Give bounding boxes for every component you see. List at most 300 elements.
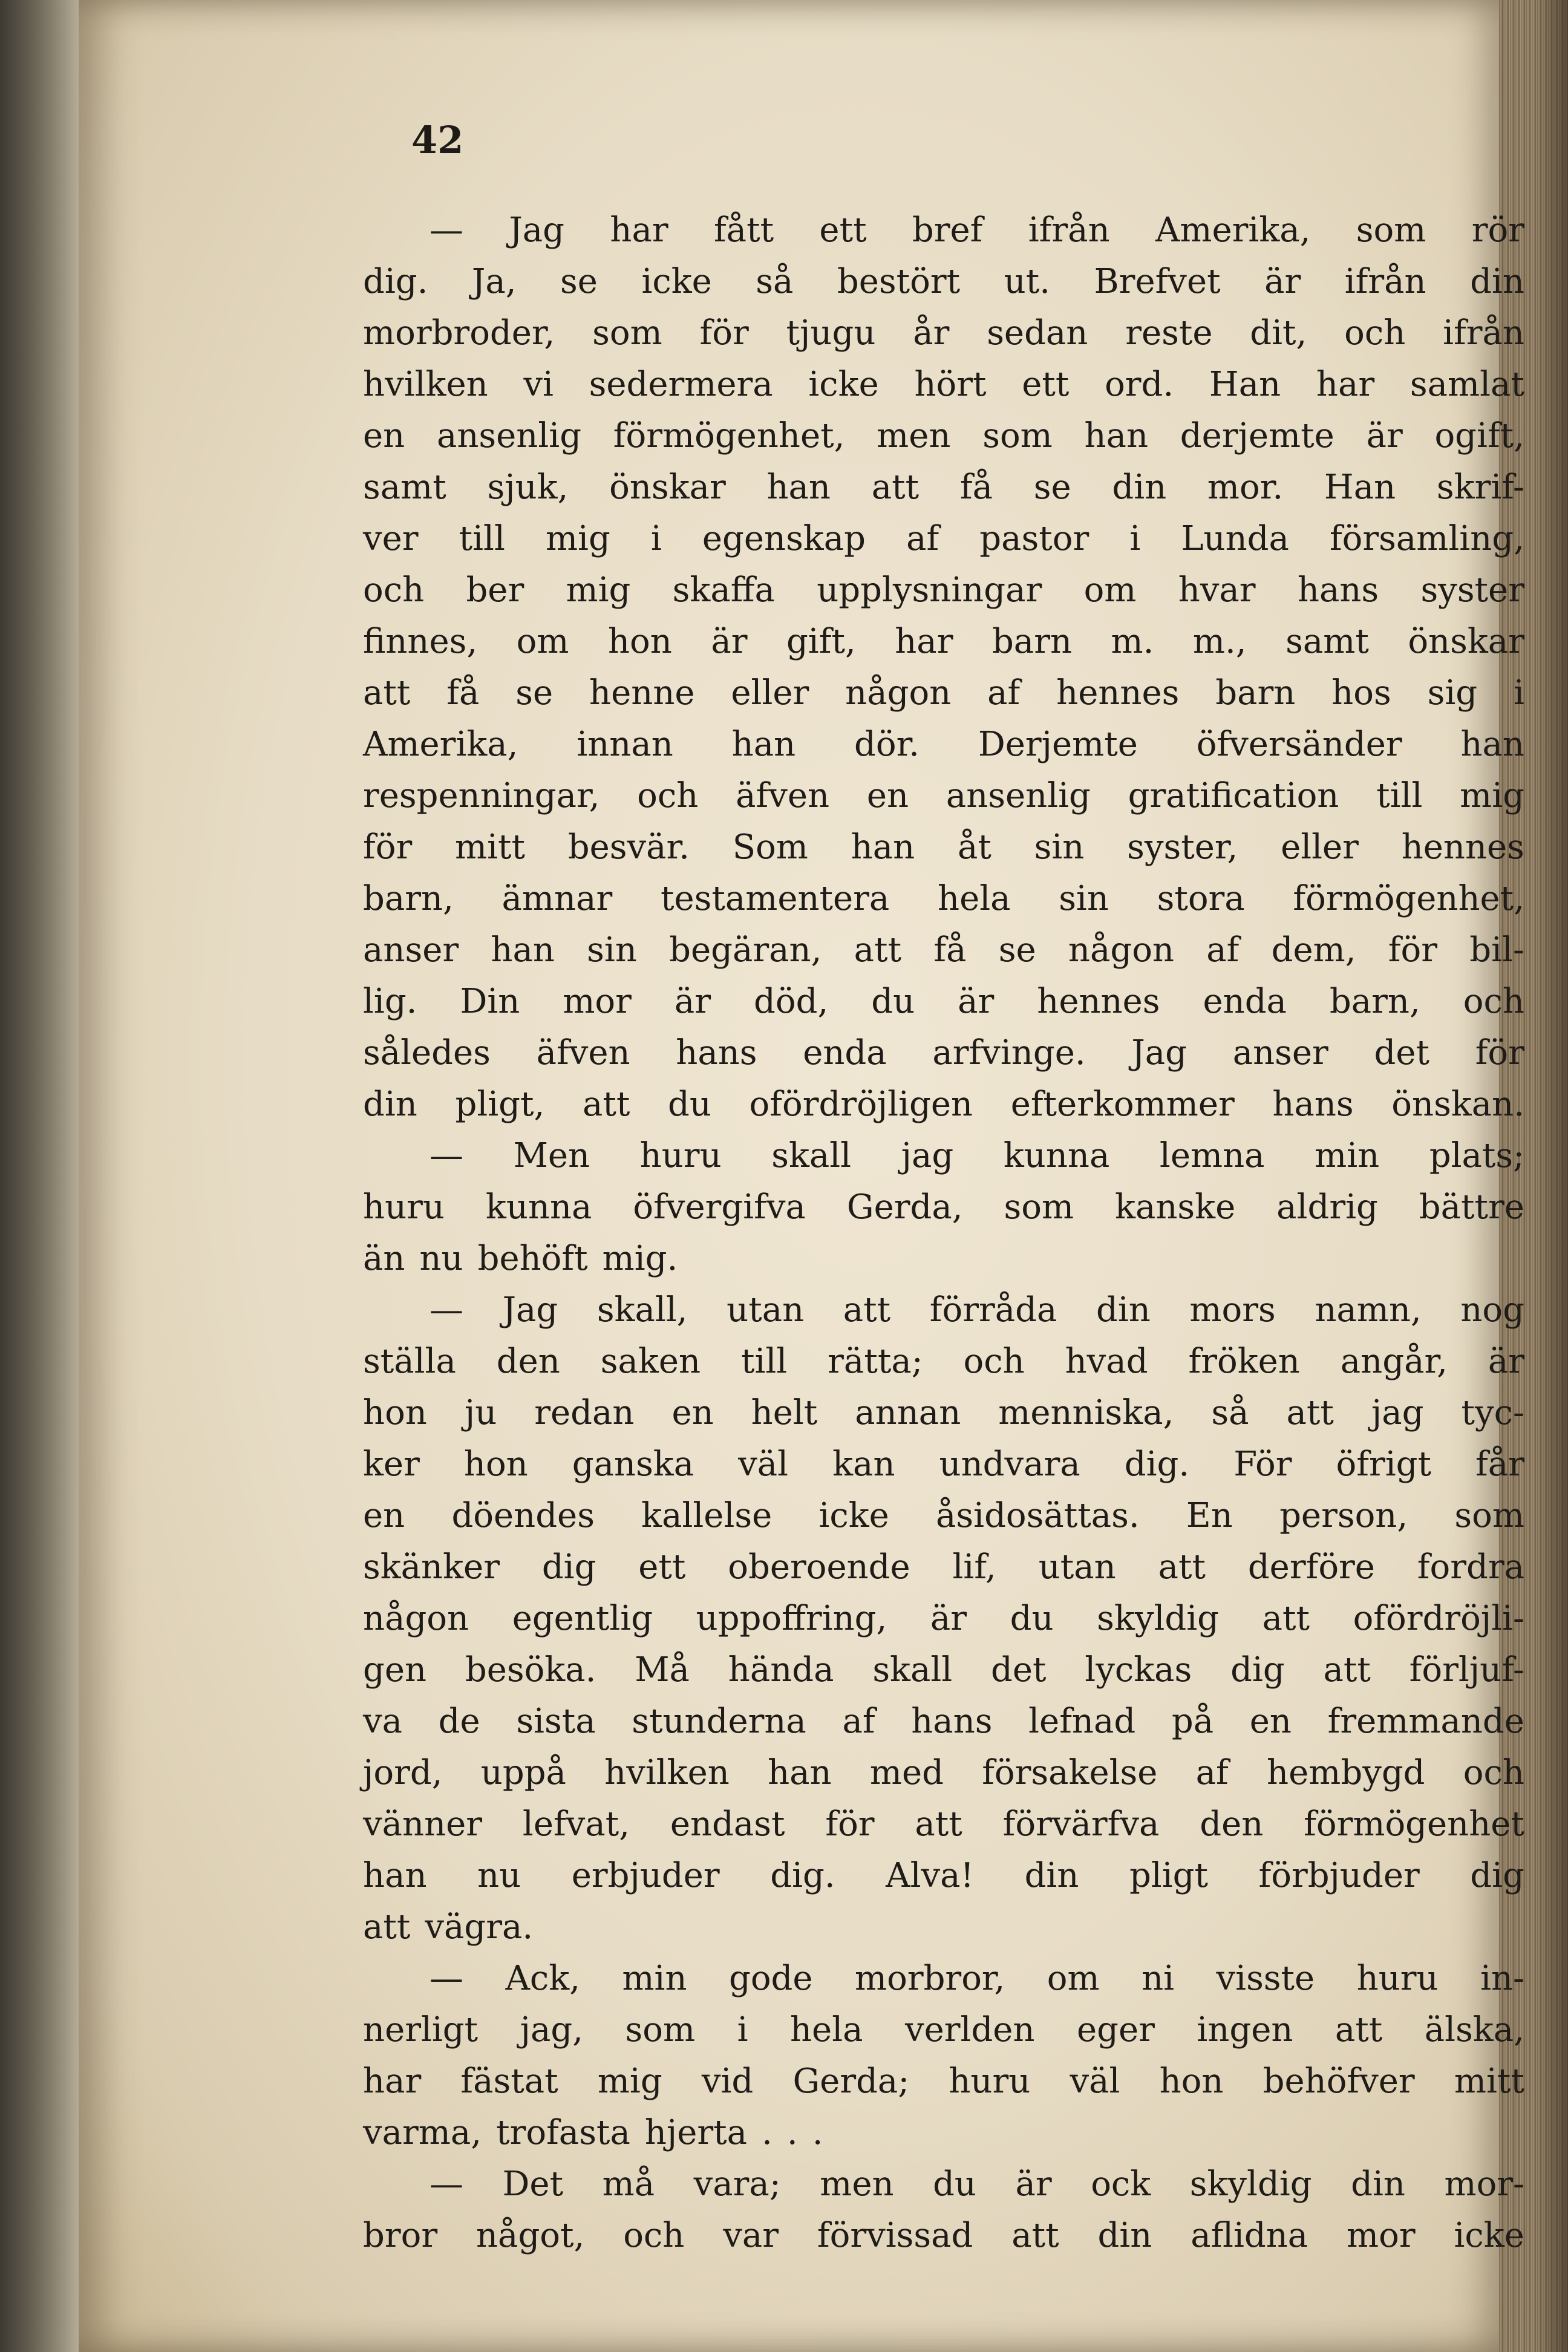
word: som xyxy=(1004,1187,1074,1227)
word: pastor xyxy=(979,519,1089,558)
word: önskar xyxy=(1408,622,1524,661)
word: förmögenhet, xyxy=(1293,879,1524,918)
word: bil- xyxy=(1469,930,1524,970)
word: har xyxy=(610,211,668,250)
word: barn, xyxy=(363,879,454,918)
word: äfven xyxy=(536,1033,630,1073)
text-line xyxy=(363,1284,1524,1336)
word: reste xyxy=(1125,313,1213,353)
word: den xyxy=(1200,1805,1264,1844)
word: må xyxy=(602,2164,655,2204)
word: få xyxy=(959,468,993,507)
body-text xyxy=(363,204,1524,2261)
word: . xyxy=(812,2113,823,2152)
word: En xyxy=(1186,1496,1233,1535)
word: enda xyxy=(1203,982,1287,1021)
word: och xyxy=(637,776,699,815)
word: respenningar, xyxy=(363,776,600,815)
word: din xyxy=(363,1085,417,1124)
word: har xyxy=(363,2062,422,2101)
text-line xyxy=(363,2107,1524,2158)
word: eller xyxy=(731,673,809,713)
word: ganska xyxy=(572,1445,694,1484)
word: om xyxy=(1047,1959,1100,1998)
word: begäran, xyxy=(669,930,822,970)
word: ansenlig xyxy=(946,776,1091,815)
word: vi xyxy=(523,365,554,404)
word: ett xyxy=(819,211,867,250)
word: han xyxy=(766,468,831,507)
word: se xyxy=(1033,468,1071,507)
word: min xyxy=(622,1959,687,1998)
word: hennes xyxy=(1037,982,1160,1021)
word: dig. xyxy=(363,262,428,301)
word: är xyxy=(958,982,995,1021)
word: din xyxy=(1024,1856,1079,1895)
word: vänner xyxy=(363,1805,483,1844)
word: uppå xyxy=(480,1753,566,1792)
text-line xyxy=(363,2004,1524,2056)
word: m. xyxy=(1111,622,1154,661)
word: att xyxy=(363,1907,411,1947)
word: sig xyxy=(1427,673,1478,713)
word: huru xyxy=(949,2062,1031,2101)
word: skyldig xyxy=(1189,2164,1312,2204)
word: hon xyxy=(363,1393,427,1432)
text-line xyxy=(363,564,1524,616)
word: ställa xyxy=(363,1342,456,1381)
text-line xyxy=(363,1747,1524,1798)
word: va xyxy=(363,1702,403,1741)
word: Ack, xyxy=(505,1959,580,1998)
word: till xyxy=(459,519,505,558)
word: hon xyxy=(1159,2062,1224,2101)
word: morbror, xyxy=(855,1959,1005,1998)
word: huru xyxy=(639,1136,722,1175)
word: kallelse xyxy=(641,1496,773,1535)
word: förbjuder xyxy=(1258,1856,1420,1895)
word: och xyxy=(623,2216,685,2255)
word: . xyxy=(762,2113,773,2152)
word: ju xyxy=(464,1393,497,1432)
word: sedan xyxy=(987,313,1088,353)
word: till xyxy=(740,1342,788,1381)
word: huru xyxy=(1356,1959,1439,1998)
text-line xyxy=(363,204,1524,256)
word: han xyxy=(491,930,555,970)
word: hembygd xyxy=(1267,1753,1425,1792)
word: rätta; xyxy=(828,1342,923,1381)
text-line xyxy=(363,1696,1524,1747)
text-line xyxy=(363,307,1524,359)
word: fästat xyxy=(460,2062,558,2101)
word: således xyxy=(363,1033,491,1073)
word: vara; xyxy=(693,2164,781,2204)
word: icke xyxy=(1454,2216,1524,2255)
word: dig xyxy=(541,1547,596,1587)
word: en xyxy=(1249,1702,1292,1741)
word: i xyxy=(1129,519,1141,558)
word: fremmande xyxy=(1327,1702,1524,1741)
word: Gerda, xyxy=(846,1187,963,1227)
word: samlat xyxy=(1410,365,1524,404)
word: hans xyxy=(911,1702,993,1741)
word: en xyxy=(363,1496,405,1535)
text-line xyxy=(363,2056,1524,2107)
text-line xyxy=(363,770,1524,822)
word: icke xyxy=(808,365,879,404)
word: dem, xyxy=(1271,930,1356,970)
word: sedermera xyxy=(589,365,773,404)
word: skrif- xyxy=(1436,468,1524,507)
word: in- xyxy=(1480,1959,1524,1998)
word: Jag xyxy=(1131,1033,1187,1073)
word: Amerika, xyxy=(363,725,518,764)
page-number: 42 xyxy=(411,118,464,162)
word: testamentera xyxy=(660,879,890,918)
word: mor xyxy=(563,982,632,1021)
word: aldrig xyxy=(1276,1187,1378,1227)
word: dör. xyxy=(854,725,920,764)
word: jag xyxy=(901,1136,954,1175)
text-line xyxy=(363,2210,1524,2261)
word: nog xyxy=(1460,1290,1524,1330)
word: stunderna xyxy=(632,1702,806,1741)
word: menniska, xyxy=(998,1393,1174,1432)
word: så xyxy=(756,262,794,301)
text-line xyxy=(363,410,1524,462)
word: hennes xyxy=(1056,673,1180,713)
word: förmögenhet xyxy=(1304,1805,1524,1844)
word: verlden xyxy=(904,2010,1035,2050)
word: hon xyxy=(607,622,672,661)
word: finnes, xyxy=(363,622,478,661)
word: förråda xyxy=(929,1290,1057,1330)
word: försakelse xyxy=(982,1753,1158,1792)
word: bror xyxy=(363,2216,438,2255)
word: han xyxy=(768,1753,832,1792)
word: en xyxy=(866,776,909,815)
word: stora xyxy=(1157,879,1245,918)
word: skaffa xyxy=(672,570,775,610)
word: älska, xyxy=(1424,2010,1524,2050)
word: mig xyxy=(545,519,610,558)
word: att xyxy=(1334,2010,1383,2050)
word: ker xyxy=(363,1445,420,1484)
word: m., xyxy=(1192,622,1247,661)
word: dig. xyxy=(1124,1445,1190,1484)
word: af xyxy=(987,673,1021,713)
word: äfven xyxy=(736,776,830,815)
word: du xyxy=(667,1085,711,1124)
word: mor- xyxy=(1444,2164,1524,2204)
word: förvissad xyxy=(817,2216,973,2255)
word: och xyxy=(1463,982,1524,1021)
word: af xyxy=(1195,1753,1229,1792)
word: lig. xyxy=(363,982,417,1021)
word: ofördröjligen xyxy=(749,1085,973,1124)
text-line xyxy=(363,719,1524,770)
word: Brefvet xyxy=(1094,262,1221,301)
word: utan xyxy=(1038,1547,1116,1587)
word: barn, xyxy=(1329,982,1420,1021)
word: din xyxy=(1351,2164,1405,2204)
word: hvilken xyxy=(604,1753,730,1792)
word: jag, xyxy=(520,2010,584,2050)
word: år xyxy=(913,313,950,353)
word: pligt, xyxy=(455,1085,545,1124)
word: det xyxy=(991,1650,1047,1690)
word: ver xyxy=(363,519,419,558)
word: — xyxy=(430,1136,463,1175)
word: se xyxy=(560,262,598,301)
word: mor xyxy=(1347,2216,1416,2255)
word: eger xyxy=(1076,2010,1155,2050)
word: kunna xyxy=(485,1187,592,1227)
word: få xyxy=(446,673,480,713)
word: förvärfva xyxy=(1002,1805,1160,1844)
word: en xyxy=(363,416,405,456)
word: öfrigt xyxy=(1336,1445,1431,1484)
word: Men xyxy=(513,1136,590,1175)
word: han xyxy=(731,725,796,764)
word: — xyxy=(430,211,463,250)
word: annan xyxy=(855,1393,961,1432)
word: att xyxy=(915,1805,962,1844)
word: får xyxy=(1475,1445,1524,1484)
text-line xyxy=(363,359,1524,410)
word: samt xyxy=(363,468,446,507)
word: lefvat, xyxy=(522,1805,630,1844)
word: dig xyxy=(1470,1856,1524,1895)
word: undvara xyxy=(939,1445,1080,1484)
text-line xyxy=(363,1439,1524,1490)
word: angår, xyxy=(1340,1342,1448,1381)
word: hos xyxy=(1331,673,1391,713)
word: besöka. xyxy=(465,1650,596,1690)
word: ord. xyxy=(1105,365,1174,404)
word: vägra. xyxy=(425,1907,534,1947)
word: egenskap xyxy=(702,519,866,558)
word: vid xyxy=(701,2062,754,2101)
word: i xyxy=(737,2010,748,2050)
word: ni xyxy=(1142,1959,1175,1998)
word: redan xyxy=(534,1393,635,1432)
word: så xyxy=(1211,1393,1249,1432)
word: icke xyxy=(818,1496,889,1535)
word: utan xyxy=(727,1290,805,1330)
word: se xyxy=(998,930,1036,970)
word: han xyxy=(1460,725,1524,764)
word: att xyxy=(1262,1599,1310,1638)
word: än xyxy=(363,1239,405,1278)
word: gratification xyxy=(1128,776,1339,815)
word: skyldig xyxy=(1097,1599,1219,1638)
word: hans xyxy=(1272,1085,1354,1124)
word: skall xyxy=(872,1650,953,1690)
word: få xyxy=(933,930,967,970)
word: person, xyxy=(1279,1496,1408,1535)
word: förljuf- xyxy=(1409,1650,1524,1690)
word: om xyxy=(1083,570,1137,610)
word: i xyxy=(650,519,662,558)
word: ofördröjli- xyxy=(1353,1599,1524,1638)
word: hjerta xyxy=(644,2113,748,2152)
word: församling, xyxy=(1329,519,1524,558)
text-line xyxy=(363,1953,1524,2004)
word: ett xyxy=(1022,365,1070,404)
text-line xyxy=(363,1490,1524,1541)
text-line xyxy=(363,1130,1524,1181)
word: visste xyxy=(1216,1959,1315,1998)
word: För xyxy=(1233,1445,1292,1484)
word: att xyxy=(871,468,920,507)
word: hvad xyxy=(1065,1342,1148,1381)
word: besvär. xyxy=(567,828,690,867)
word: Han xyxy=(1324,468,1396,507)
word: syster xyxy=(1420,570,1524,610)
word: att xyxy=(1011,2216,1059,2255)
word: din xyxy=(1096,1290,1151,1330)
word: har xyxy=(895,622,953,661)
word: af xyxy=(1206,930,1240,970)
word: din xyxy=(1112,468,1167,507)
word: behöft xyxy=(477,1239,588,1278)
word: ansenlig xyxy=(436,416,582,456)
word: hela xyxy=(789,2010,863,2050)
word: af xyxy=(906,519,939,558)
word: Gerda; xyxy=(792,2062,910,2101)
word: fröken xyxy=(1188,1342,1300,1381)
word: — xyxy=(430,2164,463,2204)
word: mig xyxy=(597,2062,662,2101)
text-line xyxy=(363,1079,1524,1130)
book-spine xyxy=(0,0,79,2352)
word: är xyxy=(1366,416,1403,456)
word: se xyxy=(515,673,554,713)
word: är xyxy=(674,982,711,1021)
word: den xyxy=(496,1342,560,1381)
word: gen xyxy=(363,1650,427,1690)
word: ett xyxy=(638,1547,686,1587)
word: i xyxy=(1513,673,1524,713)
word: döendes xyxy=(451,1496,595,1535)
word: samt xyxy=(1285,622,1369,661)
text-line xyxy=(363,462,1524,513)
word: mitt xyxy=(1454,2062,1524,2101)
word: sin xyxy=(1059,879,1109,918)
word: mor. xyxy=(1207,468,1284,507)
word: du xyxy=(871,982,915,1021)
word: varma, xyxy=(363,2113,482,2152)
word: enda xyxy=(803,1033,887,1073)
word: hvilken xyxy=(363,365,488,404)
text-line xyxy=(363,1233,1524,1284)
word: syster, xyxy=(1127,828,1238,867)
word: hört xyxy=(914,365,987,404)
word: död, xyxy=(754,982,829,1021)
text-line xyxy=(363,822,1524,873)
word: sista xyxy=(516,1702,596,1741)
word: hans xyxy=(1297,570,1379,610)
text-line xyxy=(363,513,1524,564)
word: ut. xyxy=(1004,262,1051,301)
word: det xyxy=(1374,1033,1429,1073)
word: han xyxy=(1084,416,1149,456)
word: skänker xyxy=(363,1547,500,1587)
word: något, xyxy=(475,2216,585,2255)
word: nu xyxy=(419,1239,463,1278)
word: . xyxy=(786,2113,798,2152)
word: behöfver xyxy=(1263,2062,1415,2101)
word: pligt xyxy=(1129,1856,1208,1895)
word: efterkommer xyxy=(1010,1085,1235,1124)
word: att xyxy=(843,1290,891,1330)
word: — xyxy=(430,1290,463,1330)
word: en xyxy=(671,1393,714,1432)
word: att xyxy=(582,1085,630,1124)
word: Derjemte xyxy=(978,725,1138,764)
word: de xyxy=(438,1702,480,1741)
word: lif, xyxy=(952,1547,996,1587)
word: din xyxy=(1097,2216,1152,2255)
word: barn xyxy=(1215,673,1296,713)
word: namn, xyxy=(1315,1290,1422,1330)
word: Lunda xyxy=(1181,519,1289,558)
word: Han xyxy=(1209,365,1281,404)
word: anser xyxy=(363,930,459,970)
word: var xyxy=(723,2216,779,2255)
word: Det xyxy=(502,2164,564,2204)
word: har xyxy=(1316,365,1375,404)
word: gode xyxy=(728,1959,813,1998)
word: någon xyxy=(845,673,952,713)
word: skall xyxy=(771,1136,852,1175)
word: barn xyxy=(991,622,1073,661)
word: förmögenhet, xyxy=(613,416,845,456)
word: bättre xyxy=(1419,1187,1524,1227)
word: erbjuder xyxy=(571,1856,720,1895)
text-line xyxy=(363,873,1524,924)
word: men xyxy=(877,416,951,456)
word: hela xyxy=(938,879,1011,918)
word: derföre xyxy=(1247,1547,1375,1587)
text-line xyxy=(363,1850,1524,1901)
word: Amerika, xyxy=(1155,211,1311,250)
word: någon xyxy=(1068,930,1174,970)
word: Ja, xyxy=(471,262,517,301)
word: och xyxy=(963,1342,1025,1381)
word: derjemte xyxy=(1180,416,1334,456)
word: henne xyxy=(589,673,695,713)
word: är xyxy=(711,622,748,661)
word: du xyxy=(933,2164,976,2204)
word: dit, xyxy=(1250,313,1307,353)
text-line xyxy=(363,1593,1524,1644)
word: uppoffring, xyxy=(696,1599,887,1638)
word: min xyxy=(1315,1136,1380,1175)
word: han xyxy=(851,828,915,867)
word: är xyxy=(1015,2164,1052,2204)
word: att xyxy=(1323,1650,1371,1690)
word: tyc- xyxy=(1461,1393,1524,1432)
word: egentlig xyxy=(512,1599,653,1638)
word: bestört xyxy=(837,262,961,301)
word: är xyxy=(930,1599,967,1638)
word: helt xyxy=(751,1393,818,1432)
word: anser xyxy=(1232,1033,1328,1073)
word: och xyxy=(1344,313,1406,353)
